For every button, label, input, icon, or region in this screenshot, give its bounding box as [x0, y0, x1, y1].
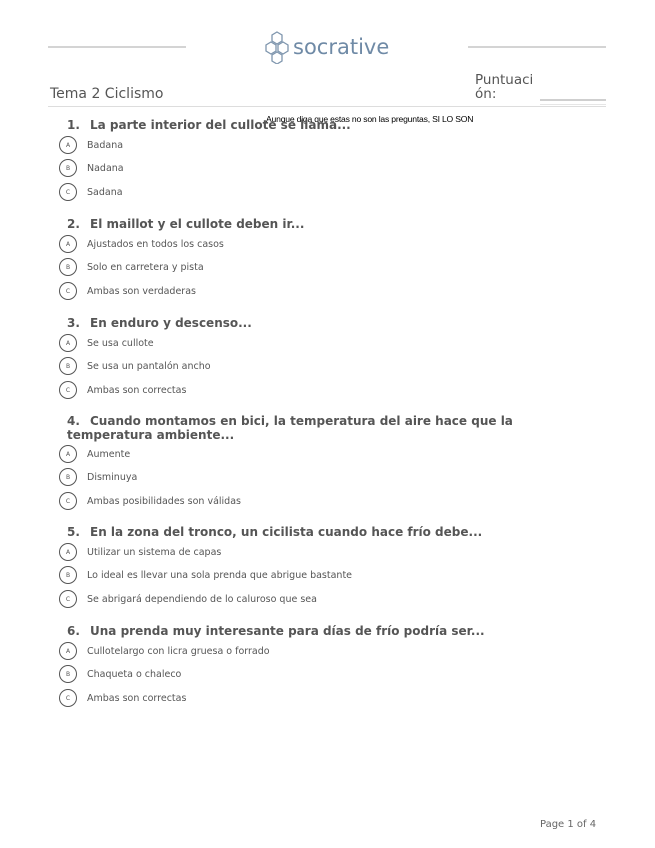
question-5-text [67, 525, 587, 539]
question-number: 4. [67, 414, 80, 428]
option-letter-circle[interactable]: C [59, 590, 77, 608]
question-4-text [67, 414, 587, 442]
option-label: Ajustados en todos los casos [87, 238, 224, 250]
option-label: Nadana [87, 162, 124, 174]
question-1-text [67, 118, 587, 132]
question-1-option-c[interactable] [59, 182, 123, 202]
question-2-option-b[interactable] [59, 257, 204, 277]
option-label: Sadana [87, 186, 123, 198]
question-label: Cuando montamos en bici, la temperatura del aire hace que la temperatura ambiente... [67, 414, 513, 442]
option-label: Badana [87, 139, 124, 151]
header-rule-left [48, 46, 186, 48]
question-4-option-a[interactable] [59, 444, 130, 464]
question-6-option-b[interactable] [59, 664, 181, 684]
question-1-option-b[interactable] [59, 158, 124, 178]
option-label: Se abrigará dependiendo de lo caluroso que sea [87, 593, 317, 605]
option-label: Se usa cullote [87, 337, 154, 349]
option-letter-circle[interactable]: C [59, 381, 77, 399]
logo-wordmark: socrative [293, 34, 390, 59]
option-letter-circle[interactable]: B [59, 665, 77, 683]
quiz-title: Tema 2 Ciclismo [50, 86, 164, 102]
hexagon-logo-icon [263, 30, 291, 64]
option-letter-circle[interactable]: C [59, 282, 77, 300]
question-label: En la zona del tronco, un cicilista cuando hace frío debe... [90, 525, 483, 539]
question-2-option-c[interactable] [59, 281, 196, 301]
option-label: Chaqueta o chaleco [87, 668, 182, 680]
option-label: Ambas son verdaderas [87, 285, 196, 297]
question-2-text [67, 217, 587, 231]
option-label: Ambas son correctas [87, 384, 187, 396]
question-3-option-b[interactable] [59, 356, 211, 376]
option-letter-circle[interactable]: A [59, 543, 77, 561]
question-label: El maillot y el cullote deben ir... [90, 217, 305, 231]
question-3-option-c[interactable] [59, 380, 186, 400]
question-5-option-c[interactable] [59, 589, 317, 609]
question-2-option-a[interactable] [59, 234, 224, 254]
question-5-option-a[interactable] [59, 542, 221, 562]
option-letter-circle[interactable]: B [59, 468, 77, 486]
option-letter-circle[interactable]: B [59, 357, 77, 375]
handwritten-note: Aunque diga que estas no son las preguntas, SI LO SON [266, 114, 474, 124]
score-input-line [540, 99, 606, 101]
question-5-option-b[interactable] [59, 565, 352, 585]
question-number: 1. [67, 118, 80, 132]
title-divider [48, 106, 606, 107]
option-letter-circle[interactable]: C [59, 689, 77, 707]
option-label: Lo ideal es llevar una sola prenda que abrigue bastante [87, 569, 353, 581]
question-3-text [67, 316, 587, 330]
question-3-option-a[interactable] [59, 333, 154, 353]
page-number: Page 1 of 4 [540, 819, 597, 830]
option-letter-circle[interactable]: A [59, 136, 77, 154]
question-4-option-c[interactable] [59, 491, 241, 511]
question-number: 6. [67, 624, 80, 638]
option-letter-circle[interactable]: A [59, 445, 77, 463]
option-label: Ambas posibilidades son válidas [87, 495, 241, 507]
option-label: Utilizar un sistema de capas [87, 546, 222, 558]
option-label: Aumente [87, 448, 131, 460]
question-number: 5. [67, 525, 80, 539]
question-4-option-b[interactable] [59, 467, 137, 487]
question-label: En enduro y descenso... [90, 316, 252, 330]
socrative-logo [263, 30, 389, 64]
question-number: 2. [67, 217, 80, 231]
option-label: Ambas son correctas [87, 692, 187, 704]
option-letter-circle[interactable]: C [59, 183, 77, 201]
header-rule-right [468, 46, 606, 48]
option-letter-circle[interactable]: A [59, 334, 77, 352]
question-label: La parte interior del cullote se llama... [90, 118, 351, 132]
option-letter-circle[interactable]: B [59, 159, 77, 177]
question-label: Una prenda muy interesante para días de frío podría ser... [90, 624, 485, 638]
option-label: Cullotelargo con licra gruesa o forrado [87, 645, 270, 657]
option-letter-circle[interactable]: A [59, 235, 77, 253]
option-letter-circle[interactable]: A [59, 642, 77, 660]
question-1-option-a[interactable] [59, 135, 123, 155]
question-number: 3. [67, 316, 80, 330]
option-label: Disminuya [87, 471, 138, 483]
option-letter-circle[interactable]: B [59, 566, 77, 584]
question-6-text [67, 624, 587, 638]
score-label: Puntuación: [475, 72, 534, 102]
option-label: Se usa un pantalón ancho [87, 360, 211, 372]
option-letter-circle[interactable]: B [59, 258, 77, 276]
question-6-option-a[interactable] [59, 641, 270, 661]
option-letter-circle[interactable]: C [59, 492, 77, 510]
score-input-line-secondary [540, 104, 606, 105]
option-label: Solo en carretera y pista [87, 261, 204, 273]
question-6-option-c[interactable] [59, 688, 186, 708]
